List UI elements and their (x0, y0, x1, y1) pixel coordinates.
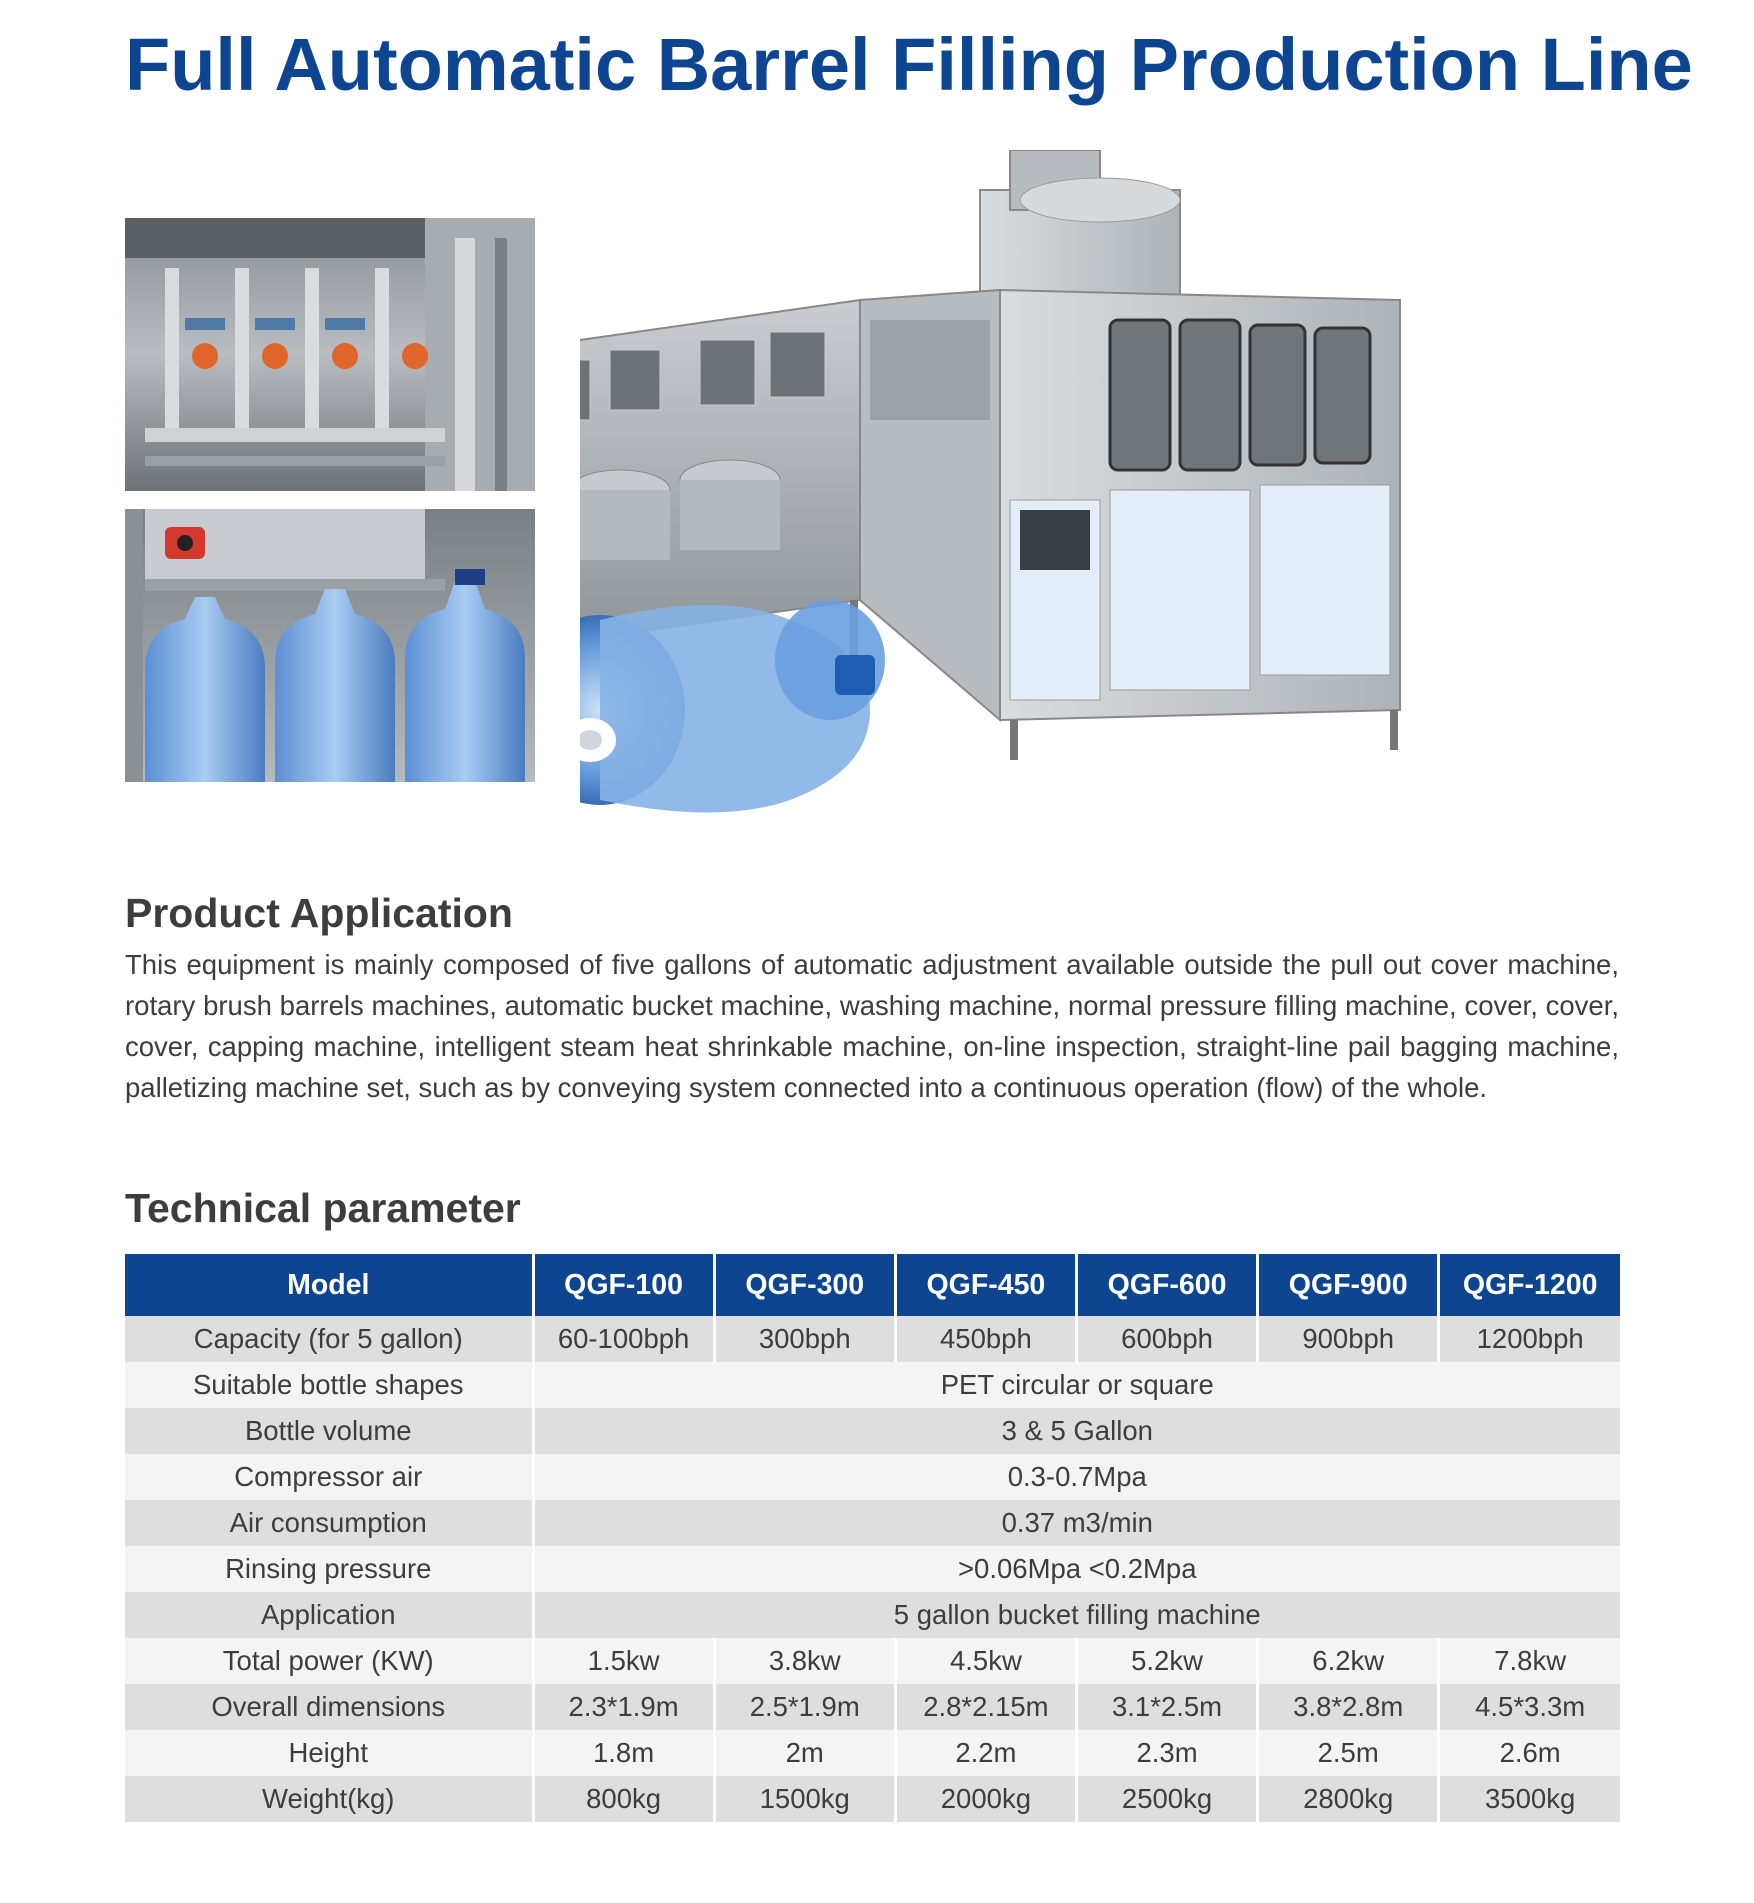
table-cell: 900bph (1258, 1316, 1439, 1362)
table-cell: 2.3m (1076, 1730, 1257, 1776)
table-cell: 2.8*2.15m (895, 1684, 1076, 1730)
row-label: Air consumption (125, 1500, 533, 1546)
table-row-bottle-shapes (125, 1362, 1620, 1408)
row-label: Weight(kg) (125, 1776, 533, 1822)
table-row-height (125, 1730, 1620, 1776)
table-cell: 2000kg (895, 1776, 1076, 1822)
table-cell: 2.3*1.9m (533, 1684, 714, 1730)
header-qgf-300: QGF-300 (714, 1254, 895, 1316)
bottles-under-filler-photo (125, 509, 535, 782)
table-cell: 600bph (1076, 1316, 1257, 1362)
table-cell: 4.5*3.3m (1439, 1684, 1620, 1730)
technical-parameter-heading: Technical parameter (125, 1185, 521, 1231)
table-cell: 5.2kw (1076, 1638, 1257, 1684)
table-cell: 60-100bph (533, 1316, 714, 1362)
filling-nozzles-photo (125, 218, 535, 491)
row-label: Total power (KW) (125, 1638, 533, 1684)
table-header (125, 1254, 1620, 1316)
table-body (125, 1316, 1620, 1822)
row-label: Height (125, 1730, 533, 1776)
table-row-capacity (125, 1316, 1620, 1362)
table-row-weight (125, 1776, 1620, 1822)
page-title: Full Automatic Barrel Filling Production Line (125, 23, 1693, 106)
header-qgf-600: QGF-600 (1076, 1254, 1257, 1316)
production-line-machine-photo (580, 150, 1620, 910)
table-row-application (125, 1592, 1620, 1638)
header-qgf-450: QGF-450 (895, 1254, 1076, 1316)
product-application-heading: Product Application (125, 890, 513, 936)
header-qgf-900: QGF-900 (1258, 1254, 1439, 1316)
table-cell: 300bph (714, 1316, 895, 1362)
table-row-rinsing-pressure (125, 1546, 1620, 1592)
table-cell: 2.6m (1439, 1730, 1620, 1776)
table-cell: 1.8m (533, 1730, 714, 1776)
table-cell: 3.8*2.8m (1258, 1684, 1439, 1730)
table-cell: 1500kg (714, 1776, 895, 1822)
table-cell: 450bph (895, 1316, 1076, 1362)
table-cell: 6.2kw (1258, 1638, 1439, 1684)
product-application-text: This equipment is mainly composed of five gallons of automatic adjustment available outside the pull out cover machine, rotary brush barrels machines, automatic bucket machine, washing machine, normal pressure filling machine, cover, cover, cover, capping machine, intelligent steam heat shrinkable machine, on-line inspection, straight-line pail bagging machine, palletizing machine set, such as by conveying system connected into a continuous operation (flow) of the whole. (125, 949, 1619, 1103)
table-cell: 1200bph (1439, 1316, 1620, 1362)
table-cell: 3.1*2.5m (1076, 1684, 1257, 1730)
table-cell: 2.5*1.9m (714, 1684, 895, 1730)
table-cell: 5 gallon bucket filling machine (533, 1592, 1620, 1638)
table-cell: 4.5kw (895, 1638, 1076, 1684)
row-label: Capacity (for 5 gallon) (125, 1316, 533, 1362)
table-cell: 800kg (533, 1776, 714, 1822)
table-cell: 7.8kw (1439, 1638, 1620, 1684)
header-qgf-1200: QGF-1200 (1439, 1254, 1620, 1316)
table-cell: >0.06Mpa <0.2Mpa (533, 1546, 1620, 1592)
header-qgf-100: QGF-100 (533, 1254, 714, 1316)
row-label: Rinsing pressure (125, 1546, 533, 1592)
table-cell: 2m (714, 1730, 895, 1776)
table-row-air-consumption (125, 1500, 1620, 1546)
table-cell: PET circular or square (533, 1362, 1620, 1408)
table-cell: 2500kg (1076, 1776, 1257, 1822)
table-cell: 0.3-0.7Mpa (533, 1454, 1620, 1500)
row-label: Suitable bottle shapes (125, 1362, 533, 1408)
row-label: Overall dimensions (125, 1684, 533, 1730)
table-row-overall-dimensions (125, 1684, 1620, 1730)
table-cell: 0.37 m3/min (533, 1500, 1620, 1546)
table-cell: 3500kg (1439, 1776, 1620, 1822)
table-row-total-power (125, 1638, 1620, 1684)
technical-parameter-table (125, 1254, 1620, 1822)
row-label: Bottle volume (125, 1408, 533, 1454)
table-row-compressor-air (125, 1454, 1620, 1500)
header-model: Model (125, 1254, 533, 1316)
table-row-bottle-volume (125, 1408, 1620, 1454)
row-label: Compressor air (125, 1454, 533, 1500)
row-label: Application (125, 1592, 533, 1638)
table-cell: 2.2m (895, 1730, 1076, 1776)
table-cell: 2800kg (1258, 1776, 1439, 1822)
table-cell: 3.8kw (714, 1638, 895, 1684)
table-cell: 1.5kw (533, 1638, 714, 1684)
table-cell: 2.5m (1258, 1730, 1439, 1776)
table-header-row (125, 1254, 1620, 1316)
table-cell: 3 & 5 Gallon (533, 1408, 1620, 1454)
